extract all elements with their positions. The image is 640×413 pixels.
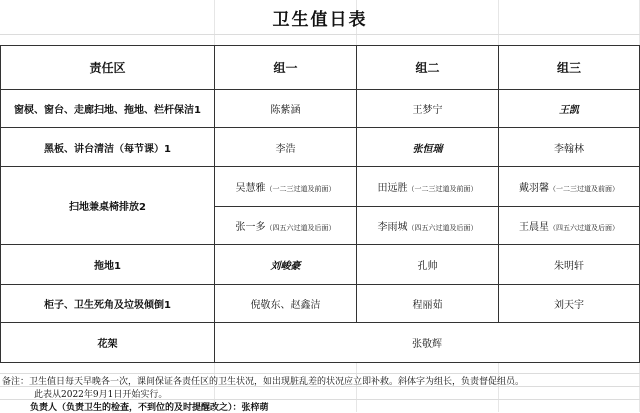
header-group-2[interactable]: 组二 [357, 46, 499, 90]
header-group-1[interactable]: 组一 [215, 46, 357, 90]
remark-text: 备注：卫生值日每天早晚各一次，课间保证各责任区的卫生状况，如出现脏乱差的状况应立即补救。斜体字为组长，负责督促组员。 [2, 377, 525, 387]
area-cell[interactable]: 黑板、讲台清洁（每节课）1 [1, 128, 215, 167]
area-cell[interactable]: 扫地兼桌椅排放2 [1, 167, 215, 245]
member-name: 田远胜 [377, 183, 408, 194]
area-cell[interactable]: 拖地1 [1, 245, 215, 285]
group-1-cell[interactable]: 倪敬东、赵鑫洁 [215, 285, 357, 323]
group-2-cell[interactable]: 程丽茹 [357, 285, 499, 323]
group-3-cell[interactable] [499, 167, 640, 207]
header-area[interactable]: 责任区 [1, 46, 215, 90]
area-cell[interactable]: 柜子、卫生死角及垃圾倾倒1 [1, 285, 215, 323]
all-groups-cell[interactable]: 张敬辉 [215, 323, 640, 363]
group-1-cell[interactable]: 刘峻豪 [215, 245, 357, 285]
group-3-cell[interactable]: 朱明轩 [499, 245, 640, 285]
effective-date-text: 此表从2022年9月1日开始实行。 [34, 390, 168, 400]
group-1-cell[interactable] [215, 207, 357, 245]
duty-table [0, 45, 640, 363]
grid-row-line [0, 34, 640, 35]
table-row [1, 90, 640, 128]
group-2-cell[interactable]: 孔帅 [357, 245, 499, 285]
table-row [1, 285, 640, 323]
member-note: （四五六过道及后面） [407, 224, 478, 232]
group-2-cell[interactable]: 王梦宁 [357, 90, 499, 128]
group-3-cell[interactable] [499, 207, 640, 245]
member-name: 张一多 [235, 222, 266, 233]
supervisor-text: 负责人（负责卫生的检查，不到位的及时提醒改之）：张梓萌 [30, 403, 269, 413]
member-note: （一二三过道及前面） [265, 185, 336, 193]
member-name: 戴羽馨 [519, 183, 549, 194]
group-1-cell[interactable] [215, 167, 357, 207]
group-2-cell[interactable]: 张恒瑞 [357, 128, 499, 167]
group-2-cell[interactable] [357, 207, 499, 245]
member-note: （四五六过道及后面） [265, 224, 336, 232]
area-cell[interactable]: 窗棂、窗台、走廊扫地、拖地、栏杆保洁1 [1, 90, 215, 128]
table-row [1, 167, 640, 207]
group-3-cell[interactable]: 刘天宇 [499, 285, 640, 323]
group-3-cell[interactable]: 李翰林 [499, 128, 640, 167]
sheet-title: 卫生值日表 [272, 9, 368, 30]
table-row [1, 323, 640, 363]
table-row [1, 128, 640, 167]
area-cell[interactable]: 花架 [1, 323, 215, 363]
member-name: 王晨星 [519, 222, 549, 233]
member-note: （四五六过道及后面） [549, 224, 619, 232]
group-1-cell[interactable]: 陈紫涵 [215, 90, 357, 128]
header-row [1, 46, 640, 90]
group-1-cell[interactable]: 李浩 [215, 128, 357, 167]
table-row [1, 245, 640, 285]
group-3-cell[interactable]: 王凯 [499, 90, 640, 128]
group-2-cell[interactable] [357, 167, 499, 207]
member-name: 李雨城 [377, 222, 408, 233]
member-note: （一二三过道及前面） [407, 185, 478, 193]
header-group-3[interactable]: 组三 [499, 46, 640, 90]
member-note: （一二三过道及前面） [549, 185, 619, 193]
member-name: 吴慧雅 [235, 183, 266, 194]
